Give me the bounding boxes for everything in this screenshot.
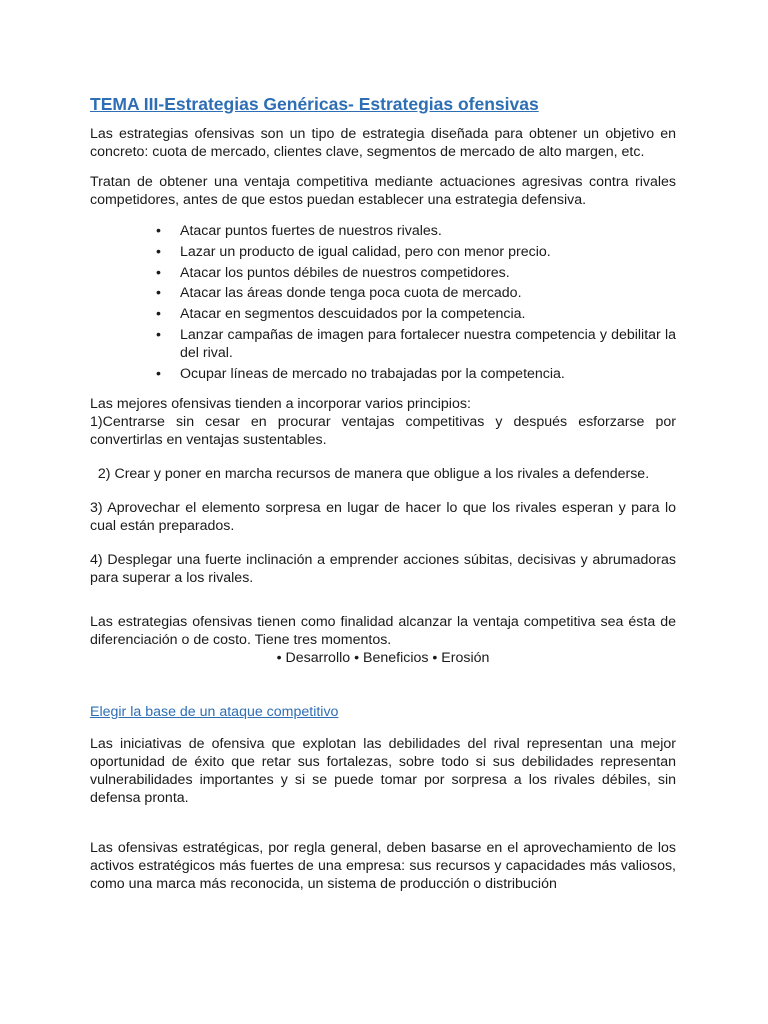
principle-3: 3) Aprovechar el elemento sorpresa en lugar de hacer lo que los rivales esperan y para lo cual están preparados.: [90, 499, 676, 534]
list-item: • Lazar un producto de igual calidad, pero con menor precio.: [180, 243, 676, 261]
intro-paragraph-1: Las estrategias ofensivas son un tipo de estrategia diseñada para obtener un objetivo en concreto: cuota de mercado, clientes clave, segmentos de mercado de alto margen, etc.: [90, 126, 676, 160]
principle-4: 4) Desplegar una fuerte inclinación a emprender acciones súbitas, decisivas y abrumadoras para superar a los rivales.: [90, 551, 676, 586]
list-item: • Atacar en segmentos descuidados por la competencia.: [180, 305, 676, 323]
momentos-line: • Desarrollo • Beneficios • Erosión: [276, 649, 490, 666]
list-item: • Atacar puntos fuertes de nuestros rivales.: [180, 222, 676, 240]
principle-1: 1)Centrarse sin cesar en procurar ventajas competitivas y después esforzarse por convertirlas en ventajas sustentables.: [90, 413, 676, 448]
list-item: • Atacar los puntos débiles de nuestros competidores.: [180, 264, 676, 282]
intro-paragraph-2: Tratan de obtener una ventaja competitiva mediante actuaciones agresivas contra rivales competidores, antes de que estos puedan establecer una estrategia defensiva.: [90, 174, 676, 208]
ofensivas-estrategicas-paragraph: Las ofensivas estratégicas, por regla general, deben basarse en el aprovechamiento de los activos estratégicos más fuertes de una empresa: sus recursos y capacidades más valiosos, como una marca más reconocida, un sistema de producción o distribución: [90, 839, 676, 892]
iniciativas-paragraph: Las iniciativas de ofensiva que explotan las debilidades del rival representan una mejor oportunidad de éxito que retar sus fortalezas, sobre todo si sus debilidades representan vulnerabilidades importantes y si se puede tomar por sorpresa a los rivales débiles, sin defensa pronta.: [90, 735, 676, 806]
principle-2: 2) Crear y poner en marcha recursos de manera que obligue a los rivales a defenderse.: [90, 465, 650, 482]
document-title: TEMA III-Estrategias Genéricas- Estrategias ofensivas: [90, 94, 539, 114]
principles-intro: Las mejores ofensivas tienden a incorporar varios principios:: [90, 395, 471, 412]
list-item: • Lanzar campañas de imagen para fortalecer nuestra competencia y debilitar la del rival.: [180, 326, 676, 362]
document-content: [90, 93, 676, 893]
list-item: • Ocupar líneas de mercado no trabajadas por la competencia.: [180, 365, 676, 383]
list-item: • Atacar las áreas donde tenga poca cuota de mercado.: [180, 284, 676, 302]
strategy-bullet-list: [90, 222, 676, 383]
section-heading-link[interactable]: Elegir la base de un ataque competitivo: [90, 703, 339, 720]
finalidad-paragraph: Las estrategias ofensivas tienen como finalidad alcanzar la ventaja competitiva sea ésta de diferenciación o de costo. Tiene tres momentos.: [90, 613, 676, 648]
